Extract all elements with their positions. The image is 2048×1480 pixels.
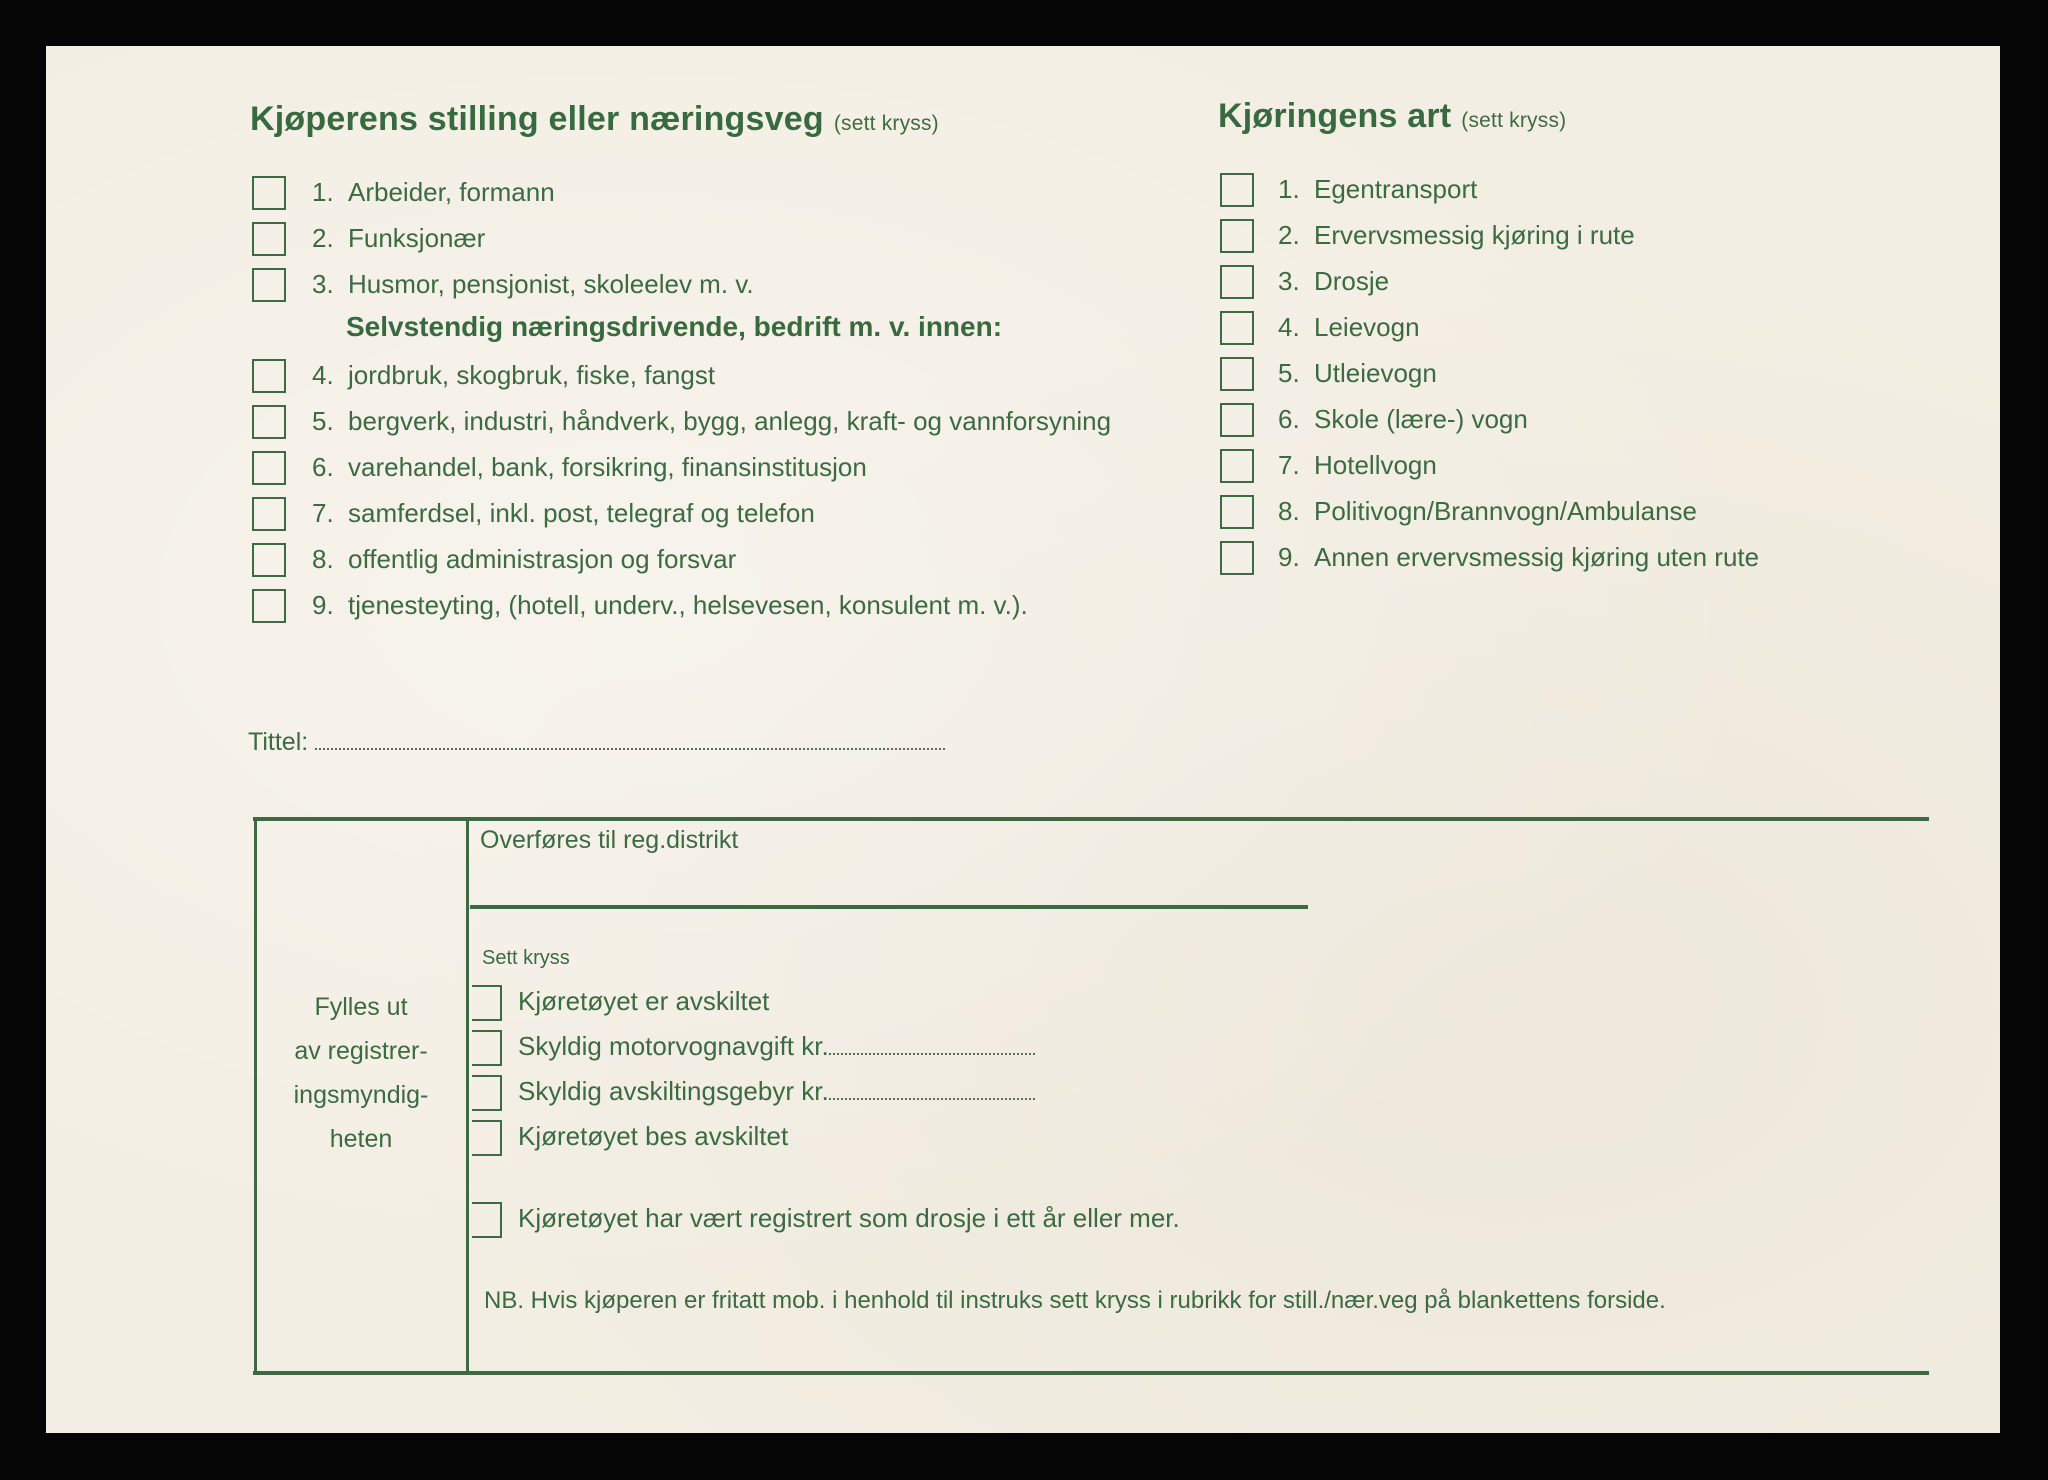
industry-checkbox[interactable] — [252, 451, 286, 485]
driving-type-option — [1278, 174, 1477, 205]
option-number: 5. — [1278, 358, 1300, 388]
industry-option — [312, 360, 715, 391]
option-number: 9. — [1278, 542, 1300, 572]
option-number: 6. — [1278, 404, 1300, 434]
checkbox-request-plate-removal[interactable] — [472, 1120, 502, 1156]
option-number: 3. — [312, 269, 334, 299]
option-label: Leievogn — [1314, 312, 1420, 342]
checkbox-taxi-one-year[interactable] — [472, 1202, 502, 1238]
industry-option — [312, 590, 1028, 621]
check-label-plate-fee-owed: Skyldig avskiltingsgebyr kr. — [518, 1076, 829, 1106]
buyer-occupation-title: Kjøperens stilling eller næringsveg — [250, 100, 824, 138]
title-dotted-line[interactable] — [315, 744, 945, 750]
option-number: 1. — [1278, 174, 1300, 204]
option-number: 8. — [1278, 496, 1300, 526]
option-label: samferdsel, inkl. post, telegraf og telefon — [348, 498, 815, 528]
option-label: jordbruk, skogbruk, fiske, fangst — [348, 360, 716, 390]
option-number: 4. — [312, 360, 334, 390]
check-label-taxi-one-year: Kjøretøyet har vært registrert som drosje i ett år eller mer. — [518, 1203, 1180, 1233]
box-bottom-rule — [253, 1371, 1929, 1375]
driving-type-option — [1278, 542, 1759, 573]
occupation-checkbox[interactable] — [252, 222, 286, 256]
box-divider-rule — [466, 819, 469, 1371]
driving-type-option — [1278, 404, 1528, 435]
occupation-option — [312, 223, 485, 254]
side-label-line: heten — [329, 1125, 393, 1153]
transfer-district-label: Overføres til reg.distrikt — [480, 826, 739, 854]
option-label: Skole (lære-) vogn — [1314, 404, 1528, 434]
option-label: Utleievogn — [1314, 358, 1437, 388]
option-number: 7. — [1278, 450, 1300, 480]
transfer-district-field-line[interactable] — [470, 905, 1308, 909]
driving-type-checkbox[interactable] — [1220, 173, 1254, 207]
driving-type-option — [1278, 496, 1697, 527]
option-label: Egentransport — [1314, 174, 1478, 204]
check-hint: Sett kryss — [482, 947, 570, 969]
heading-note: (sett kryss) — [833, 112, 939, 135]
vehicle-tax-amount-line[interactable] — [829, 1049, 1035, 1055]
check-label-request-plate-removal: Kjøretøyet bes avskiltet — [518, 1121, 789, 1151]
check-label-vehicle-tax-owed: Skyldig motorvognavgift kr. — [518, 1031, 829, 1061]
option-number: 1. — [312, 177, 334, 207]
driving-type-title: Kjøringens art — [1218, 97, 1452, 135]
option-number: 2. — [1278, 220, 1300, 250]
plate-fee-amount-line[interactable] — [829, 1094, 1035, 1100]
driving-type-checkbox[interactable] — [1220, 219, 1254, 253]
checkbox-plates-removed[interactable] — [472, 985, 502, 1021]
option-number: 4. — [1278, 312, 1300, 342]
option-label: Arbeider, formann — [348, 177, 555, 207]
registry-authority-label — [268, 985, 454, 1161]
checkbox-vehicle-tax-owed[interactable] — [472, 1030, 502, 1066]
box-left-rule — [254, 819, 257, 1373]
driving-type-option — [1278, 312, 1420, 343]
side-label-line: Fylles ut — [314, 993, 408, 1021]
option-label: Drosje — [1314, 266, 1390, 296]
nb-note: NB. Hvis kjøperen er fritatt mob. i henhold til instruks sett kryss i rubrikk for still./nær.veg på blankettens forside. — [484, 1287, 1666, 1314]
driving-type-checkbox[interactable] — [1220, 495, 1254, 529]
occupation-option — [312, 269, 754, 300]
driving-type-checkbox[interactable] — [1220, 449, 1254, 483]
option-label: Hotellvogn — [1314, 450, 1437, 480]
occupation-option — [312, 177, 555, 208]
occupation-checkbox[interactable] — [252, 176, 286, 210]
option-label: varehandel, bank, forsikring, finansinstitusjon — [348, 452, 867, 482]
industry-option — [312, 498, 815, 529]
industry-checkbox[interactable] — [252, 497, 286, 531]
driving-type-checkbox[interactable] — [1220, 403, 1254, 437]
driving-type-heading — [1218, 97, 1566, 136]
driving-type-checkbox[interactable] — [1220, 357, 1254, 391]
option-number: 7. — [312, 498, 334, 528]
option-label: tjenesteyting, (hotell, underv., helsevesen, konsulent m. v.). — [348, 590, 1028, 620]
industry-option — [312, 452, 867, 483]
driving-type-checkbox[interactable] — [1220, 541, 1254, 575]
driving-type-checkbox[interactable] — [1220, 311, 1254, 345]
option-label: Ervervsmessig kjøring i rute — [1314, 220, 1635, 250]
industry-checkbox[interactable] — [252, 589, 286, 623]
option-number: 3. — [1278, 266, 1300, 296]
option-label: Husmor, pensjonist, skoleelev m. v. — [348, 269, 754, 299]
option-label: offentlig administrasjon og forsvar — [348, 544, 737, 574]
checkbox-plate-fee-owed[interactable] — [472, 1075, 502, 1111]
driving-type-option — [1278, 266, 1389, 297]
industry-checkbox[interactable] — [252, 359, 286, 393]
option-label: Politivogn/Brannvogn/Ambulanse — [1314, 496, 1698, 526]
title-field[interactable] — [248, 728, 945, 757]
driving-type-option — [1278, 220, 1635, 251]
industry-option — [312, 406, 1111, 437]
option-number: 8. — [312, 544, 334, 574]
industry-checkbox[interactable] — [252, 543, 286, 577]
self-employed-subheading: Selvstendig næringsdrivende, bedrift m. v. innen: — [346, 311, 1003, 342]
option-number: 6. — [312, 452, 334, 482]
box-top-rule — [253, 817, 1929, 821]
option-label: Funksjonær — [348, 223, 486, 253]
buyer-occupation-heading — [250, 100, 939, 139]
industry-checkbox[interactable] — [252, 405, 286, 439]
option-number: 2. — [312, 223, 334, 253]
check-plate-fee-owed — [518, 1076, 1035, 1107]
check-vehicle-tax-owed — [518, 1031, 1035, 1062]
side-label-line: av registrer- — [294, 1037, 428, 1065]
option-number: 5. — [312, 406, 334, 436]
occupation-checkbox[interactable] — [252, 268, 286, 302]
side-label-line: ingsmyndig- — [293, 1081, 429, 1109]
option-label: bergverk, industri, håndverk, bygg, anlegg, kraft- og vannforsyning — [348, 406, 1112, 436]
title-label: Tittel: — [248, 728, 309, 756]
driving-type-option — [1278, 358, 1437, 389]
industry-option — [312, 544, 736, 575]
driving-type-checkbox[interactable] — [1220, 265, 1254, 299]
heading-note: (sett kryss) — [1461, 109, 1567, 132]
driving-type-option — [1278, 450, 1437, 481]
option-label: Annen ervervsmessig kjøring uten rute — [1314, 542, 1760, 572]
option-number: 9. — [312, 590, 334, 620]
check-label-plates-removed: Kjøretøyet er avskiltet — [518, 986, 770, 1016]
